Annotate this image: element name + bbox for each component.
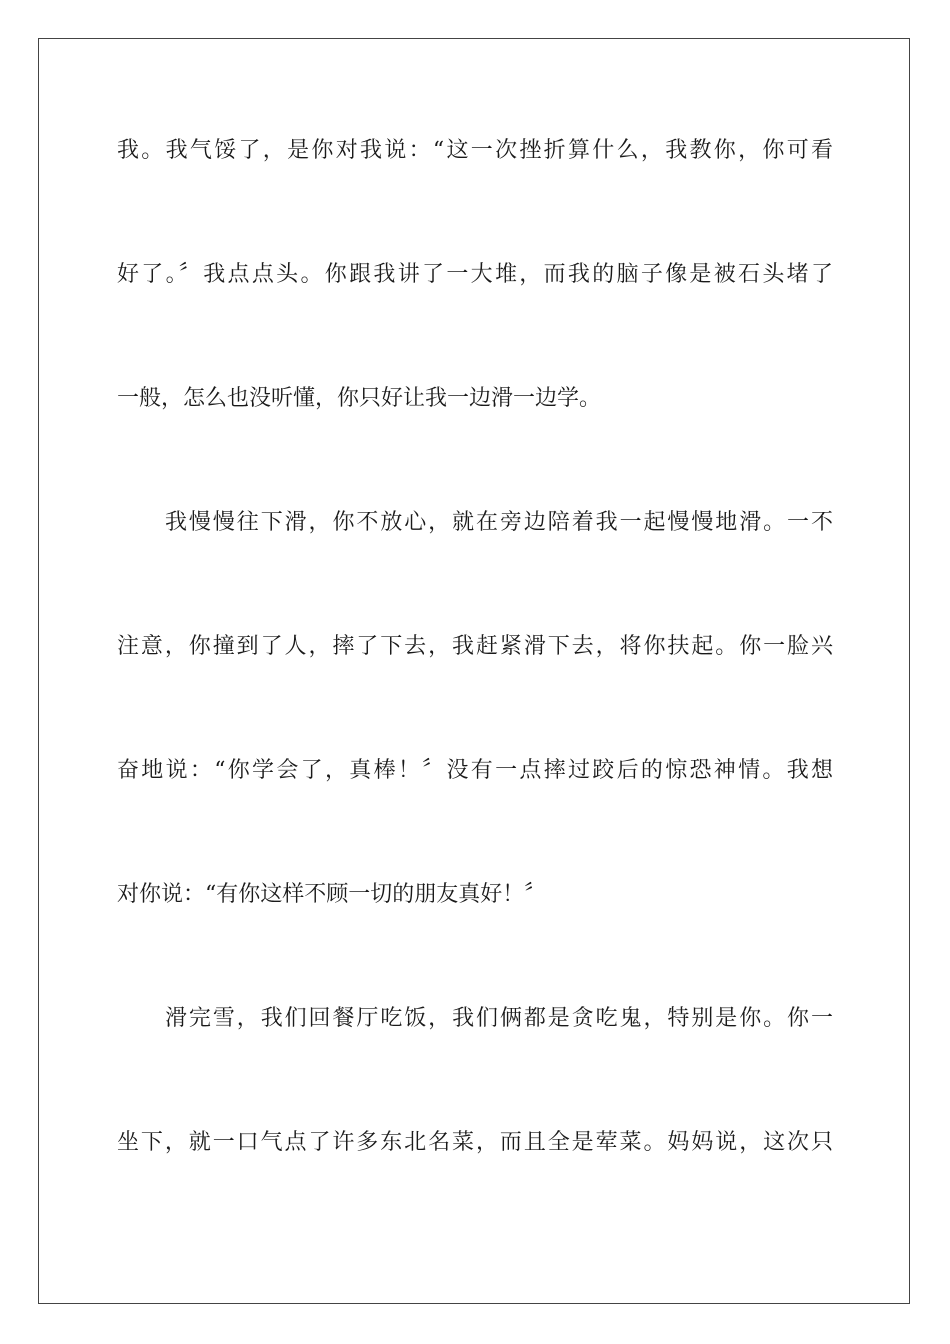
text-line-8: 滑完雪，我们回餐厅吃饭，我们俩都是贪吃鬼，特别是你。你一 [165, 1006, 833, 1031]
text-line-3: 一般，怎么也没听懂，你只好让我一边滑一边学。 [117, 386, 602, 411]
text-line-7: 对你说：“有你这样不顾一切的朋友真好！〞 [117, 882, 547, 907]
page-frame [38, 38, 910, 1304]
text-line-6: 奋地说：“你学会了，真棒！〞没有一点摔过跤后的惊恐神情。我想 [117, 758, 833, 783]
text-line-1: 我。我气馁了，是你对我说：“这一次挫折算什么，我教你，你可看 [117, 138, 833, 163]
text-line-4: 我慢慢往下滑，你不放心，就在旁边陪着我一起慢慢地滑。一不 [165, 510, 833, 535]
text-line-2: 好了。〞我点点头。你跟我讲了一大堆，而我的脑子像是被石头堵了 [117, 262, 833, 287]
text-line-5: 注意，你撞到了人，摔了下去，我赶紧滑下去，将你扶起。你一脸兴 [117, 634, 833, 659]
text-line-9: 坐下，就一口气点了许多东北名菜，而且全是荤菜。妈妈说，这次只 [117, 1130, 833, 1155]
